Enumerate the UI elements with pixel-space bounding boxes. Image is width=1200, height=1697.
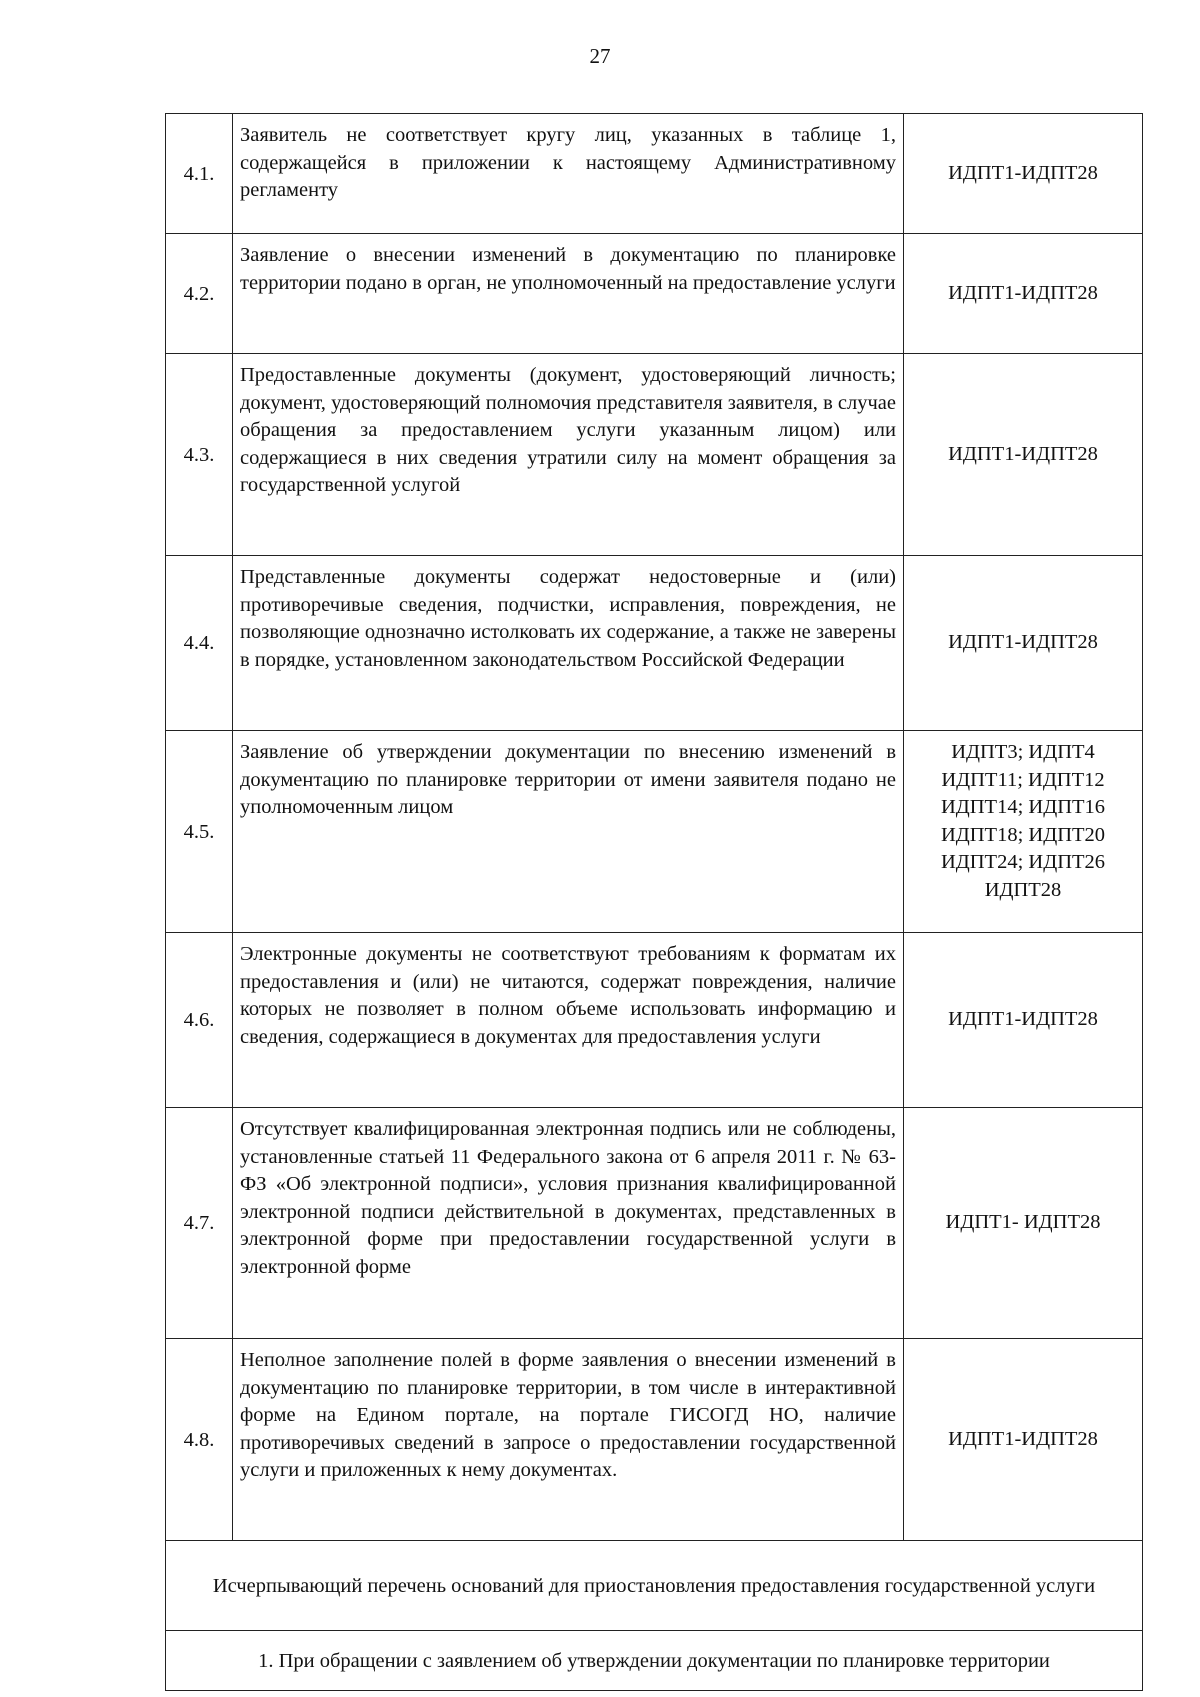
table-row <box>166 731 1143 933</box>
row-codes <box>904 933 1143 1108</box>
subsection-row: 1. При обращении с заявлением об утверждении документации по планировке территории <box>166 1631 1143 1691</box>
row-codes <box>904 1339 1143 1541</box>
table-row <box>166 114 1143 234</box>
row-description: Электронные документы не соответствуют требованиям к форматам их предоставления и (или) не читаются, содержат повреждения, наличие которых не позволяет в полном объеме использовать информацию и сведения, содержащиеся в документах для предоставления услуги <box>233 933 904 1108</box>
code-line: ИДПТ3; ИДПТ4 <box>951 741 1095 763</box>
code-line: ИДПТ1-ИДПТ28 <box>948 161 1098 184</box>
code-line: ИДПТ24; ИДПТ26 <box>940 851 1106 874</box>
code-line: ИДПТ18; ИДПТ20 <box>940 823 1106 846</box>
table-row <box>166 354 1143 556</box>
table-row <box>166 933 1143 1108</box>
table-row <box>166 1108 1143 1339</box>
row-number: 4.6. <box>166 933 233 1108</box>
section-heading-row <box>166 1541 1143 1631</box>
grounds-table <box>165 113 1143 1691</box>
code-line: ИДПТ1-ИДПТ28 <box>948 281 1098 304</box>
table-row <box>166 1339 1143 1541</box>
row-number: 4.3. <box>166 354 233 556</box>
table-row <box>166 1631 1143 1691</box>
row-codes <box>904 234 1143 354</box>
row-codes <box>904 114 1143 234</box>
row-description: Предоставленные документы (документ, удостоверяющий личность; документ, удостоверяющий полномочия представителя заявителя, в случае обращения за предоставлением услуги указанным лицом) или содержащиеся в них сведения утратили силу на момент обращения за государственной услугой <box>233 354 904 556</box>
table-row <box>166 234 1143 354</box>
row-description: Заявитель не соответствует кругу лиц, указанных в таблице 1, содержащейся в приложении к настоящему Административному регламенту <box>233 114 904 234</box>
row-number: 4.4. <box>166 556 233 731</box>
row-codes <box>904 556 1143 731</box>
page-number: 27 <box>589 44 611 68</box>
code-line: ИДПТ14; ИДПТ16 <box>940 796 1106 819</box>
row-number: 4.1. <box>166 114 233 234</box>
row-number: 4.5. <box>166 731 233 933</box>
code-line: ИДПТ11; ИДПТ12 <box>941 768 1105 791</box>
row-codes <box>904 731 1143 933</box>
code-line: ИДПТ1-ИДПТ28 <box>948 442 1098 465</box>
row-codes <box>904 1108 1143 1339</box>
code-line: ИДПТ1- ИДПТ28 <box>945 1211 1101 1234</box>
row-description: Заявление об утверждении документации по внесению изменений в документацию по планировке территории от имени заявителя подано не уполномоченным лицом <box>233 731 904 933</box>
row-number: 4.8. <box>166 1339 233 1541</box>
table-row <box>166 556 1143 731</box>
code-line: ИДПТ28 <box>984 878 1062 901</box>
row-description: Заявление о внесении изменений в документацию по планировке территории подано в орган, не уполномоченный на предоставление услуги <box>233 234 904 354</box>
code-line: ИДПТ1-ИДПТ28 <box>948 1427 1098 1450</box>
row-description: Неполное заполнение полей в форме заявления о внесении изменений в документацию по планировке территории, в том числе в интерактивной форме на Едином портале, на портале ГИСОГД НО, наличие противоречивых сведений в запросе о предоставлении государственной услуги и приложенных к нему документах. <box>233 1339 904 1541</box>
row-description: Представленные документы содержат недостоверные и (или) противоречивые сведения, подчистки, исправления, повреждения, не позволяющие однозначно истолковать их содержание, а также не заверены в порядке, установленном законодательством Российской Федерации <box>233 556 904 731</box>
row-description: Отсутствует квалифицированная электронная подпись или не соблюдены, установленные статьей 11 Федерального закона от 6 апреля 2011 г. № 63-ФЗ «Об электронной подписи», условия признания квалифицированной электронной подписи действительной в документах, представленных в электронной форме при предоставлении государственной услуги в электронной форме <box>233 1108 904 1339</box>
section-heading: Исчерпывающий перечень оснований для приостановления предоставления государственной услуги <box>166 1541 1143 1631</box>
code-line: ИДПТ1-ИДПТ28 <box>948 1008 1098 1031</box>
code-line: ИДПТ1-ИДПТ28 <box>948 631 1098 654</box>
row-codes <box>904 354 1143 556</box>
row-number: 4.2. <box>166 234 233 354</box>
row-number: 4.7. <box>166 1108 233 1339</box>
